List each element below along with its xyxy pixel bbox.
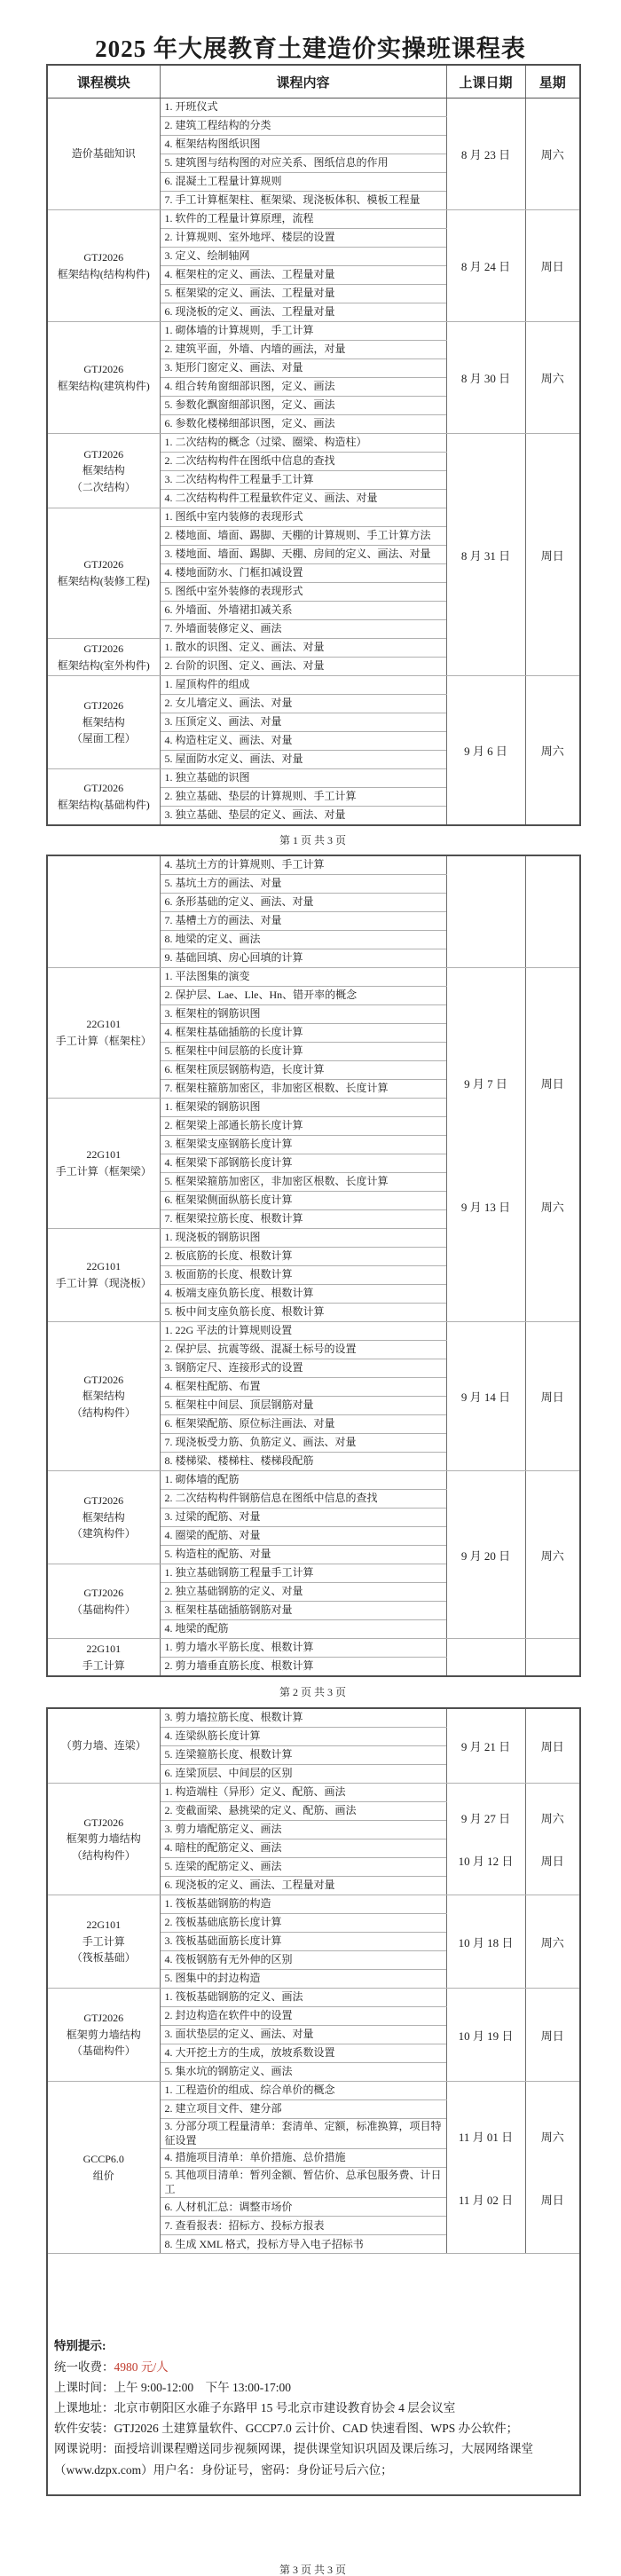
content-cell: 5. 构造柱的配筋、对量 <box>160 1546 446 1564</box>
content-cell: 7. 基槽土方的画法、对量 <box>160 912 446 931</box>
content-cell: 1. 工程造价的组成、综合单价的概念 <box>160 2082 446 2100</box>
schedule-table-1 <box>46 64 581 826</box>
content-cell: 5. 连梁的配筋定义、画法 <box>160 1858 446 1877</box>
notes-line: 网课说明：面授培训课程赠送同步视频网课，提供课堂知识巩固及课后练习，大展网络课堂（www.dzpx.com）用户名：身份证号，密码：身份证号后六位； <box>54 2442 533 2477</box>
content-cell: 6. 人材机汇总：调整市场价 <box>160 2198 446 2217</box>
course-row <box>47 210 580 229</box>
page-footer-3: 第 3 页 共 3 页 <box>279 2563 346 2576</box>
course-row <box>47 1471 580 1490</box>
content-cell: 5. 集水坑的钢筋定义、画法 <box>160 2063 446 2082</box>
content-cell: 2. 二次结构构件在图纸中信息的查找 <box>160 453 446 471</box>
notes-line: 统一收费：4980 元/人 <box>54 2359 169 2374</box>
course-row <box>47 1708 580 1728</box>
module-cell: 22G101 手工计算（框架柱） <box>47 968 160 1099</box>
content-cell: 2. 女儿墙定义、画法、对量 <box>160 695 446 713</box>
content-cell: 7. 外墙面装修定义、画法 <box>160 620 446 639</box>
content-cell: 1. 二次结构的概念（过梁、圈梁、构造柱） <box>160 434 446 453</box>
content-cell: 5. 框架柱中间层筋的长度计算 <box>160 1043 446 1061</box>
week-cell: 周日 <box>525 210 580 322</box>
content-cell: 3. 框架柱基础插筋钢筋对量 <box>160 1602 446 1620</box>
content-cell: 4. 框架柱基础插筋的长度计算 <box>160 1024 446 1043</box>
content-cell: 5. 框架柱中间层、顶层钢筋对量 <box>160 1397 446 1415</box>
content-cell: 3. 压顶定义、画法、对量 <box>160 713 446 732</box>
content-cell: 4. 措施项目清单：单价措施、总价措施 <box>160 2149 446 2168</box>
course-row <box>47 2082 580 2100</box>
content-cell: 2. 封边构造在软件中的设置 <box>160 2007 446 2026</box>
date-cell: 9 月 20 日 <box>446 1471 525 1639</box>
week-cell: 周日 <box>525 434 580 676</box>
date-cell: 8 月 31 日 <box>446 434 525 676</box>
content-cell: 2. 变截面梁、悬挑梁的定义、配筋、画法 <box>160 1802 446 1821</box>
module-cell: 22G101 手工计算（框架梁） <box>47 1099 160 1229</box>
content-cell: 7. 框架梁拉筋长度、根数计算 <box>160 1210 446 1229</box>
content-cell: 1. 砌体墙的配筋 <box>160 1471 446 1490</box>
content-cell: 2. 建筑平面，外墙、内墙的画法，对量 <box>160 341 446 359</box>
date-cell <box>446 855 525 968</box>
content-cell: 1. 框架梁的钢筋识图 <box>160 1099 446 1117</box>
content-cell: 2. 保护层、抗震等级、混凝土标号的设置 <box>160 1341 446 1359</box>
module-cell: GTJ2026 （基础构件） <box>47 1564 160 1639</box>
content-cell: 4. 框架梁下部钢筋长度计算 <box>160 1154 446 1173</box>
week-cell <box>525 855 580 968</box>
schedule-page-1 <box>46 64 579 826</box>
content-cell: 1. 独立基础的识图 <box>160 769 446 788</box>
content-cell: 6. 现浇板的定义、画法、工程量对量 <box>160 303 446 322</box>
date-cell <box>446 1639 525 1677</box>
content-cell: 4. 板端支座负筋长度、根数计算 <box>160 1285 446 1304</box>
course-row <box>47 968 580 987</box>
content-cell: 6. 框架柱顶层钢筋构造，长度计算 <box>160 1061 446 1080</box>
week-cell: 周六 周日 <box>525 2082 580 2254</box>
header-row <box>47 65 580 98</box>
notes-line: 上课时间：上午 9:00-12:00 下午 13:00-17:00 <box>54 2380 291 2394</box>
date-cell: 11 月 01 日 11 月 02 日 <box>446 2082 525 2254</box>
content-cell: 1. 图纸中室内装修的表现形式 <box>160 508 446 527</box>
content-cell: 9. 基础回填、房心回填的计算 <box>160 949 446 968</box>
content-cell: 3. 钢筋定尺、连接形式的设置 <box>160 1359 446 1378</box>
week-cell: 周日 <box>525 1708 580 1784</box>
content-cell: 1. 开班仪式 <box>160 98 446 117</box>
content-cell: 3. 楼地面、墙面、踢脚、天棚、房间的定义、画法、对量 <box>160 546 446 564</box>
content-cell: 4. 筏板钢筋有无外伸的区别 <box>160 1951 446 1970</box>
content-cell: 3. 矩形门窗定义、画法、对量 <box>160 359 446 378</box>
content-cell: 2. 板底筋的长度、根数计算 <box>160 1248 446 1266</box>
content-cell: 3. 过梁的配筋、对量 <box>160 1509 446 1527</box>
module-cell: 22G101 手工计算 <box>47 1639 160 1677</box>
schedule-table-2 <box>46 855 581 1677</box>
content-cell: 4. 圈梁的配筋、对量 <box>160 1527 446 1546</box>
module-cell: GTJ2026 框架结构 （二次结构） <box>47 434 160 508</box>
content-cell: 2. 建立项目文件、建分部 <box>160 2100 446 2119</box>
content-cell: 4. 大开挖土方的生成，放坡系数设置 <box>160 2044 446 2063</box>
content-cell: 7. 查看报表：招标方、投标方报表 <box>160 2217 446 2235</box>
content-cell: 1. 剪力墙水平筋长度、根数计算 <box>160 1639 446 1658</box>
content-cell: 3. 面状垫层的定义、画法、对量 <box>160 2026 446 2044</box>
content-cell: 6. 现浇板的定义、画法、工程量对量 <box>160 1877 446 1895</box>
date-cell: 9 月 6 日 <box>446 676 525 826</box>
content-cell: 5. 屋面防水定义、画法、对量 <box>160 751 446 769</box>
content-cell: 1. 独立基础钢筋工程量手工计算 <box>160 1564 446 1583</box>
content-cell: 3. 框架梁支座钢筋长度计算 <box>160 1136 446 1154</box>
schedule-page-3 <box>46 1707 579 2496</box>
week-cell: 周日 <box>525 1989 580 2082</box>
content-cell: 6. 条形基础的定义、画法、对量 <box>160 894 446 912</box>
week-cell: 周六 <box>525 676 580 826</box>
content-cell: 1. 砌体墙的计算规则，手工计算 <box>160 322 446 341</box>
content-cell: 8. 生成 XML 格式，投标方导入电子招标书 <box>160 2235 446 2254</box>
course-row <box>47 434 580 453</box>
course-row <box>47 1322 580 1341</box>
content-cell: 5. 框架梁的定义、画法、工程量对量 <box>160 285 446 303</box>
module-cell <box>47 855 160 968</box>
content-cell: 1. 屋顶构件的组成 <box>160 676 446 695</box>
week-cell: 周日 周六 <box>525 968 580 1322</box>
content-cell: 4. 二次结构构件工程量软件定义、画法、对量 <box>160 490 446 508</box>
content-cell: 2. 独立基础、垫层的计算规则、手工计算 <box>160 788 446 807</box>
content-cell: 4. 楼地面防水、门框扣减设置 <box>160 564 446 583</box>
content-cell: 1. 构造端柱（异形）定义、配筋、画法 <box>160 1784 446 1802</box>
content-cell: 3. 分部分项工程量清单：套清单、定额，标准换算，项目特征设置 <box>160 2119 446 2149</box>
week-cell: 周六 <box>525 98 580 210</box>
content-cell: 3. 板面筋的长度、根数计算 <box>160 1266 446 1285</box>
week-cell: 周六 周日 <box>525 1784 580 1895</box>
module-cell: GTJ2026 框架结构 （屋面工程） <box>47 676 160 769</box>
date-cell: 8 月 23 日 <box>446 98 525 210</box>
content-cell: 5. 参数化飘窗细部识图，定义、画法 <box>160 397 446 415</box>
date-cell: 9 月 7 日 9 月 13 日 <box>446 968 525 1322</box>
content-cell: 5. 框架梁箍筋加密区，非加密区根数、长度计算 <box>160 1173 446 1192</box>
content-cell: 8. 楼梯梁、楼梯柱、楼梯段配筋 <box>160 1453 446 1471</box>
module-cell: （剪力墙、连梁） <box>47 1708 160 1784</box>
content-cell: 2. 台阶的识图、定义、画法、对量 <box>160 658 446 676</box>
module-cell: GTJ2026 框架结构(室外构件) <box>47 639 160 676</box>
module-cell: GTJ2026 框架剪力墙结构 （结构构件） <box>47 1784 160 1895</box>
week-cell: 周日 <box>525 1322 580 1471</box>
content-cell: 1. 筏板基础钢筋的定义、画法 <box>160 1989 446 2007</box>
date-cell: 10 月 18 日 <box>446 1895 525 1989</box>
module-cell: 22G101 手工计算（现浇板） <box>47 1229 160 1322</box>
course-row <box>47 1895 580 1914</box>
notes-line: 软件安装：GTJ2026 土建算量软件、GCCP7.0 云计价、CAD 快速看图、WPS 办公软件； <box>54 2422 519 2436</box>
content-cell: 5. 图纸中室外装修的表现形式 <box>160 583 446 602</box>
content-cell: 4. 基坑土方的计算规则、手工计算 <box>160 855 446 875</box>
course-row <box>47 855 580 875</box>
content-cell: 3. 剪力墙拉筋长度、根数计算 <box>160 1708 446 1728</box>
content-cell: 3. 二次结构构件工程量手工计算 <box>160 471 446 490</box>
module-cell: GTJ2026 框架结构(结构构件) <box>47 210 160 322</box>
content-cell: 6. 框架梁侧面纵筋长度计算 <box>160 1192 446 1210</box>
date-cell: 9 月 21 日 <box>446 1708 525 1784</box>
content-cell: 4. 框架柱配筋、布置 <box>160 1378 446 1397</box>
course-row <box>47 1784 580 1802</box>
content-cell: 6. 参数化楼梯细部识图，定义、画法 <box>160 415 446 434</box>
date-cell: 10 月 19 日 <box>446 1989 525 2082</box>
course-row <box>47 1989 580 2007</box>
module-cell: GTJ2026 框架剪力墙结构 （基础构件） <box>47 1989 160 2082</box>
date-cell: 9 月 14 日 <box>446 1322 525 1471</box>
content-cell: 5. 板中间支座负筋长度、根数计算 <box>160 1304 446 1322</box>
content-cell: 4. 地梁的配筋 <box>160 1620 446 1639</box>
page-footer-1: 第 1 页 共 3 页 <box>279 834 346 847</box>
notes-line: 上课地址：北京市朝阳区水碓子东路甲 15 号北京市建设教育协会 4 层会议室 <box>54 2401 456 2415</box>
content-cell: 2. 计算规则、室外地坪、楼层的设置 <box>160 229 446 248</box>
course-row <box>47 98 580 117</box>
content-cell: 6. 混凝土工程量计算规则 <box>160 173 446 192</box>
content-cell: 8. 地梁的定义、画法 <box>160 931 446 949</box>
content-cell: 4. 构造柱定义、画法、对量 <box>160 732 446 751</box>
week-cell: 周六 <box>525 1471 580 1639</box>
content-cell: 4. 框架柱的定义、画法、工程量对量 <box>160 266 446 285</box>
page-title: 2025 年大展教育土建造价实操班课程表 <box>95 35 526 62</box>
course-row <box>47 676 580 695</box>
course-row <box>47 1639 580 1658</box>
date-cell: 8 月 30 日 <box>446 322 525 434</box>
content-cell: 4. 组合转角窗细部识图，定义、画法 <box>160 378 446 397</box>
special-notes <box>47 2254 580 2495</box>
date-cell: 8 月 24 日 <box>446 210 525 322</box>
content-cell: 1. 散水的识图、定义、画法、对量 <box>160 639 446 658</box>
week-cell <box>525 1639 580 1677</box>
content-cell: 3. 定义、绘制轴网 <box>160 248 446 266</box>
notes-heading: 特别提示: <box>54 2339 106 2353</box>
content-cell: 4. 连梁纵筋长度计算 <box>160 1728 446 1746</box>
course-row <box>47 322 580 341</box>
content-cell: 3. 独立基础、垫层的定义、画法、对量 <box>160 807 446 826</box>
module-cell: 造价基础知识 <box>47 98 160 210</box>
module-cell: GTJ2026 框架结构 （结构构件） <box>47 1322 160 1471</box>
content-cell: 7. 现浇板受力筋、负筋定义、画法、对量 <box>160 1434 446 1453</box>
content-cell: 6. 连梁顶层、中间层的区别 <box>160 1765 446 1784</box>
content-cell: 2. 楼地面、墙面、踢脚、天棚的计算规则、手工计算方法 <box>160 527 446 546</box>
content-cell: 1. 22G 平法的计算规则设置 <box>160 1322 446 1341</box>
content-cell: 4. 框架结构图纸识图 <box>160 136 446 154</box>
page-footer-2: 第 2 页 共 3 页 <box>279 1686 346 1698</box>
content-cell: 5. 图集中的封边构造 <box>160 1970 446 1989</box>
content-cell: 4. 暗柱的配筋定义、画法 <box>160 1839 446 1858</box>
content-cell: 2. 剪力墙垂直筋长度、根数计算 <box>160 1658 446 1677</box>
content-cell: 1. 软件的工程量计算原理，流程 <box>160 210 446 229</box>
column-header-2: 上课日期 <box>446 65 525 98</box>
module-cell: GTJ2026 框架结构(装修工程) <box>47 508 160 639</box>
module-cell: GTJ2026 框架结构 （建筑构件） <box>47 1471 160 1564</box>
content-cell: 5. 其他项目清单：暂列金额、暂估价、总承包服务费、计日工 <box>160 2168 446 2198</box>
content-cell: 2. 独立基础钢筋的定义、对量 <box>160 1583 446 1602</box>
week-cell: 周六 <box>525 1895 580 1989</box>
content-cell: 7. 框架柱箍筋加密区，非加密区根数、长度计算 <box>160 1080 446 1099</box>
module-cell: GTJ2026 框架结构(基础构件) <box>47 769 160 826</box>
content-cell: 2. 建筑工程结构的分类 <box>160 117 446 136</box>
content-cell: 5. 连梁箍筋长度、根数计算 <box>160 1746 446 1765</box>
content-cell: 1. 现浇板的钢筋识图 <box>160 1229 446 1248</box>
content-cell: 2. 保护层、Lae、Lle、Hn、错开率的概念 <box>160 987 446 1005</box>
column-header-0: 课程模块 <box>47 65 160 98</box>
content-cell: 2. 筏板基础底筋长度计算 <box>160 1914 446 1933</box>
content-cell: 7. 手工计算框架柱、框架梁、现浇板体积、模板工程量 <box>160 192 446 210</box>
content-cell: 6. 外墙面、外墙裙扣减关系 <box>160 602 446 620</box>
content-cell: 1. 平法图集的演变 <box>160 968 446 987</box>
content-cell: 6. 框架梁配筋、原位标注画法、对量 <box>160 1415 446 1434</box>
content-cell: 2. 框架梁上部通长筋长度计算 <box>160 1117 446 1136</box>
content-cell: 3. 剪力墙配筋定义、画法 <box>160 1821 446 1839</box>
content-cell: 5. 基坑土方的画法、对量 <box>160 875 446 894</box>
content-cell: 2. 二次结构构件钢筋信息在图纸中信息的查找 <box>160 1490 446 1509</box>
column-header-1: 课程内容 <box>160 65 446 98</box>
week-cell: 周六 <box>525 322 580 434</box>
module-cell: 22G101 手工计算 （筏板基础） <box>47 1895 160 1989</box>
module-cell: GTJ2026 框架结构(建筑构件) <box>47 322 160 434</box>
content-cell: 1. 筏板基础钢筋的构造 <box>160 1895 446 1914</box>
content-cell: 3. 筏板基础面筋长度计算 <box>160 1933 446 1951</box>
date-cell: 9 月 27 日 10 月 12 日 <box>446 1784 525 1895</box>
content-cell: 3. 框架柱的钢筋识图 <box>160 1005 446 1024</box>
module-cell: GCCP6.0 组价 <box>47 2082 160 2254</box>
notes-row <box>47 2254 580 2495</box>
column-header-3: 星期 <box>525 65 580 98</box>
content-cell: 5. 建筑图与结构图的对应关系、图纸信息的作用 <box>160 154 446 173</box>
schedule-table-3 <box>46 1707 581 2496</box>
schedule-page-2 <box>46 855 579 1677</box>
